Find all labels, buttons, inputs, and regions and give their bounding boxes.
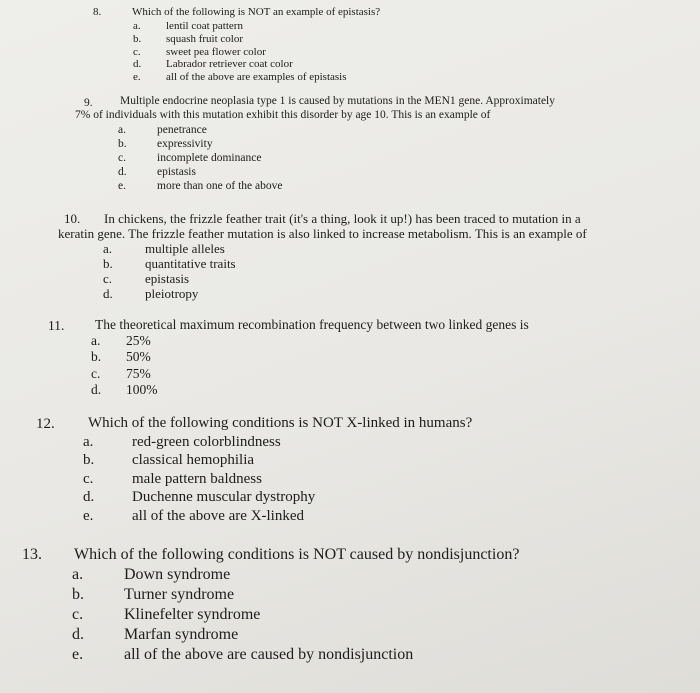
option-text: Klinefelter syndrome — [124, 606, 261, 623]
option-text: red-green colorblindness — [132, 434, 281, 450]
option-text: penetrance — [157, 124, 207, 136]
option-letter: a. — [72, 566, 84, 583]
option-letter: a. — [103, 241, 113, 256]
option-text: Down syndrome — [124, 566, 231, 583]
option-letter: c. — [91, 366, 101, 381]
option-letter: b. — [133, 33, 142, 45]
option-letter: d. — [118, 166, 127, 178]
option-text: 25% — [126, 333, 151, 348]
option-text: lentil coat pattern — [166, 20, 243, 32]
option-text: Marfan syndrome — [124, 626, 239, 643]
option-letter: c. — [72, 606, 84, 623]
option-letter: d. — [91, 382, 102, 397]
option-text: quantitative traits — [145, 256, 236, 271]
option-letter: d. — [72, 626, 84, 643]
option-letter: e. — [133, 71, 141, 83]
question-stem: Which of the following conditions is NOT X-linked in humans? — [88, 415, 473, 431]
option-letter: e. — [118, 180, 126, 192]
question-number: 11. — [48, 318, 65, 333]
option-letter: a. — [118, 124, 126, 136]
option-letter: e. — [72, 646, 84, 663]
option-letter: d. — [83, 489, 95, 505]
option-text: all of the above are X-linked — [132, 508, 305, 524]
question-stem: Which of the following conditions is NOT caused by nondisjunction? — [74, 546, 520, 563]
option-text: pleiotropy — [145, 286, 199, 301]
option-text: epistasis — [157, 166, 196, 178]
option-text: Turner syndrome — [124, 586, 235, 603]
question-number: 12. — [36, 416, 55, 432]
option-text: Labrador retriever coat color — [166, 58, 293, 70]
option-letter: d. — [133, 58, 142, 70]
option-text: squash fruit color — [166, 33, 243, 45]
option-letter: c. — [83, 471, 94, 487]
option-text: Duchenne muscular dystrophy — [132, 489, 316, 505]
question-number: 9. — [84, 97, 93, 109]
option-text: male pattern baldness — [132, 471, 262, 487]
question-stem: In chickens, the frizzle feather trait (it's a thing, look it up!) has been traced to mutation in a — [104, 211, 581, 226]
option-letter: b. — [103, 256, 113, 271]
question-stem: Multiple endocrine neoplasia type 1 is caused by mutations in the MEN1 gene. Approximately — [120, 95, 555, 107]
option-text: 100% — [126, 382, 158, 397]
option-letter: b. — [118, 138, 127, 150]
option-letter: d. — [103, 286, 113, 301]
question-number: 8. — [93, 6, 102, 18]
question-stem: The theoretical maximum recombination frequency between two linked genes is — [95, 317, 529, 332]
option-text: incomplete dominance — [157, 152, 262, 164]
option-text: all of the above are caused by nondisjunction — [124, 646, 414, 663]
option-text: 50% — [126, 349, 151, 364]
option-text: expressivity — [157, 138, 213, 150]
option-letter: a. — [83, 434, 94, 450]
option-letter: b. — [83, 452, 95, 468]
option-text: 75% — [126, 366, 151, 381]
question-stem-continued: 7% of individuals with this mutation exhibit this disorder by age 10. This is an example of — [75, 109, 491, 121]
option-letter: a. — [133, 20, 141, 32]
question-stem: Which of the following is NOT an example of epistasis? — [132, 6, 381, 18]
option-letter: c. — [133, 46, 141, 58]
option-letter: b. — [72, 586, 84, 603]
question-number: 13. — [22, 546, 42, 563]
option-letter: c. — [118, 152, 126, 164]
option-letter: b. — [91, 349, 102, 364]
option-letter: c. — [103, 271, 113, 286]
option-text: classical hemophilia — [132, 452, 255, 468]
option-text: more than one of the above — [157, 180, 283, 192]
option-text: multiple alleles — [145, 241, 225, 256]
question-number: 10. — [64, 211, 81, 226]
option-text: all of the above are examples of epistasis — [166, 71, 347, 83]
option-text: epistasis — [145, 271, 190, 286]
option-letter: a. — [91, 333, 101, 348]
option-letter: e. — [83, 508, 94, 524]
option-text: sweet pea flower color — [166, 46, 266, 58]
question-stem-continued: keratin gene. The frizzle feather mutation is also linked to increase metabolism. This is an example of — [58, 226, 587, 241]
